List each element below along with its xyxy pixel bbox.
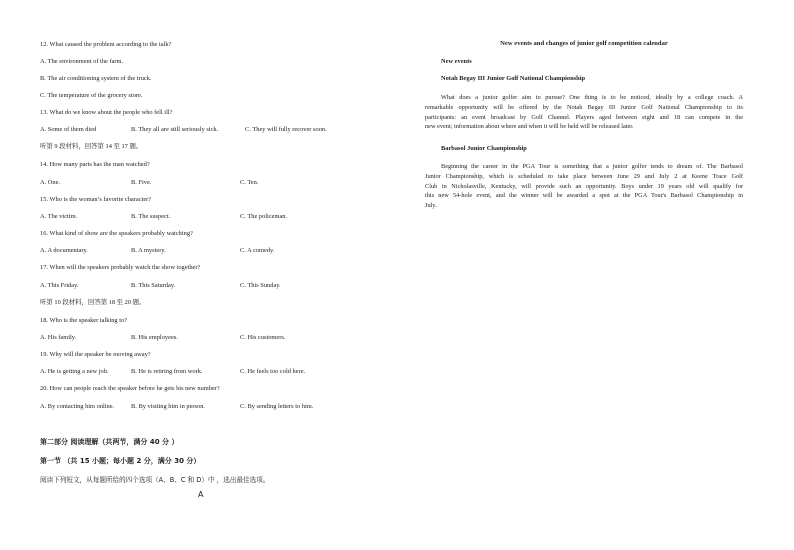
- question-19: 19. Why will the speaker be moving away?: [40, 351, 151, 358]
- option-16b: B. A mystery.: [131, 247, 166, 254]
- barbasol-paragraph: [425, 162, 743, 211]
- option-19b: B. He is retiring from work.: [131, 368, 203, 375]
- question-15: 15. Who is the woman’s favorite character?: [40, 196, 152, 203]
- paragraph-line: What does a junior golfer aim to pursue? One thing is to be noticed, ideally by a college coach. A: [441, 94, 743, 101]
- option-20a: A. By contacting him online.: [40, 403, 115, 410]
- reading-instruction: 阅读下列短文，从每题所给的四个选项（A、B、C 和 D）中 ，选出最佳选项。: [40, 476, 270, 484]
- notah-begay-paragraph: [425, 93, 743, 132]
- question-18: 18. Who is the speaker talking to?: [40, 317, 128, 324]
- option-16c: C. A comedy.: [240, 247, 275, 254]
- option-19c: C. He feels too cold here.: [240, 368, 306, 375]
- option-16a: A. A documentary.: [40, 247, 88, 254]
- option-20b: B. By visiting him in person.: [131, 403, 206, 410]
- part-2-heading: 第二部分 阅读理解（共两节，满分 40 分 ）: [40, 438, 179, 446]
- question-17: 17. When will the speakers probably watch the show together?: [40, 264, 201, 271]
- paragraph-line: Club in Nicholasville, Kentucky, will provide such an opportunity. Boys under 19 years old will qualify for: [425, 182, 743, 190]
- option-18b: B. His employees.: [131, 334, 178, 341]
- notah-begay-heading: Notah Begay III Junior Golf National Championship: [441, 75, 586, 82]
- question-16: 16. What kind of show are the speakers probably watching?: [40, 230, 193, 237]
- option-14a: A. One.: [40, 179, 61, 186]
- passage-label: A: [198, 490, 204, 499]
- question-12: 12. What caused the problem according to the talk?: [40, 41, 172, 48]
- option-15c: C. The policeman.: [240, 213, 288, 220]
- barbasol-heading: Barbasol Junior Championship: [441, 145, 527, 152]
- option-18a: A. His family.: [40, 334, 77, 341]
- option-19a: A. He is getting a new job.: [40, 368, 109, 375]
- option-17b: B. This Saturday.: [131, 282, 176, 289]
- option-18c: C. His customers.: [240, 334, 286, 341]
- option-12b: B. The air conditioning system of the truck.: [40, 75, 152, 82]
- paragraph-line: remarkable opportunity will be offered by the Notah Begay III Junior Golf National Championship to its: [425, 103, 743, 111]
- option-15b: B. The suspect.: [131, 213, 171, 220]
- question-20: 20. How can people reach the speaker before he gets his new number?: [40, 385, 220, 392]
- option-15a: A. The victim.: [40, 213, 78, 220]
- option-17a: A. This Friday.: [40, 282, 79, 289]
- paragraph-line: Beginning the career in the PGA Tour is something that a junior golfer tends to dream of. The Barbasol: [441, 163, 743, 170]
- paragraph-line: new event; information about where and when it will be held will be released later.: [425, 123, 634, 131]
- listening-instruction-10: 听第 10 段材料，回答第 18 至 20 题。: [40, 299, 146, 306]
- article-title: New events and changes of junior golf competition calendar: [500, 40, 668, 47]
- paragraph-line: this new 54-hole event, and the winner will be awarded a spot at the PGA Tour's Barbasol Championship in: [425, 192, 743, 200]
- option-12c: C. The temperature of the grocery store.: [40, 92, 143, 99]
- option-13c: C. They will fully recover soon.: [245, 126, 327, 133]
- option-13b: B. They all are still seriously sick.: [131, 126, 219, 133]
- new-events-heading: New events: [441, 58, 472, 65]
- section-1-heading: 第一节 （共 15 小题；每小题 2 分，满分 30 分）: [40, 457, 201, 465]
- question-13: 13. What do we know about the people who fell ill?: [40, 109, 173, 116]
- paragraph-line: Junior Championship, which is scheduled to take place between June 29 and July 2 at Keene Trace Golf: [425, 172, 743, 180]
- option-13a: A. Some of them died: [40, 126, 97, 133]
- option-17c: C. This Sunday.: [240, 282, 281, 289]
- question-14: 14. How many parts has the man watched?: [40, 161, 150, 168]
- option-14c: C. Ten.: [240, 179, 259, 186]
- option-12a: A. The environment of the farm.: [40, 58, 124, 65]
- option-20c: C. By sending letters to him.: [240, 403, 314, 410]
- paragraph-line: participants: an event broadcast by Golf Channel. Players aged between eight and 18 can compete in the: [425, 113, 743, 121]
- option-14b: B. Five.: [131, 179, 152, 186]
- listening-instruction-9: 听第 9 段材料，回答第 14 至 17 题。: [40, 143, 143, 150]
- paragraph-line: July.: [425, 202, 437, 210]
